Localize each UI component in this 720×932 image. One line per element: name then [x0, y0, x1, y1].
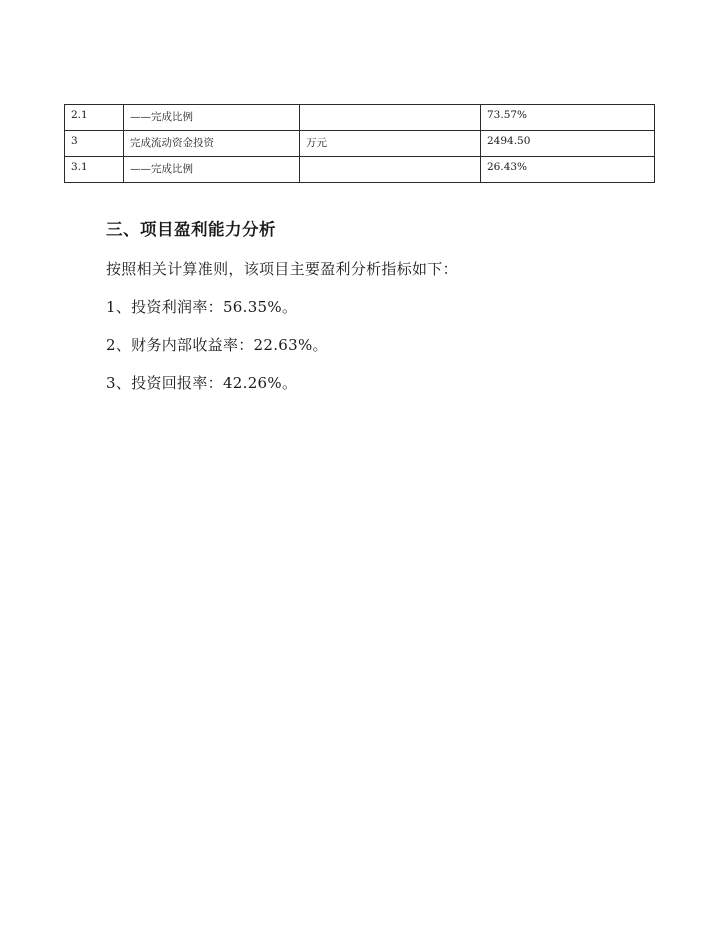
row-unit-cell [300, 157, 481, 183]
row-name-cell: ——完成比例 [124, 105, 300, 131]
indicator-item: 2、财务内部收益率：22.63%。 [106, 336, 328, 354]
row-value-cell: 2494.50 [481, 131, 655, 157]
row-name-cell: ——完成比例 [124, 157, 300, 183]
section-heading: 三、项目盈利能力分析 [106, 220, 276, 239]
table-row [65, 105, 655, 131]
table-row [65, 157, 655, 183]
row-number-cell: 2.1 [65, 105, 124, 131]
investment-table [64, 104, 655, 183]
indicator-item: 3、投资回报率：42.26%。 [106, 374, 298, 392]
row-value-cell: 26.43% [481, 157, 655, 183]
row-value-cell: 73.57% [481, 105, 655, 131]
row-unit-cell [300, 105, 481, 131]
row-number-cell: 3 [65, 131, 124, 157]
indicator-item: 1、投资利润率：56.35%。 [106, 298, 298, 316]
row-name-cell: 完成流动资金投资 [124, 131, 300, 157]
intro-paragraph: 按照相关计算准则，该项目主要盈利分析指标如下： [106, 260, 458, 278]
row-unit-cell: 万元 [300, 131, 481, 157]
row-number-cell: 3.1 [65, 157, 124, 183]
table-row [65, 131, 655, 157]
